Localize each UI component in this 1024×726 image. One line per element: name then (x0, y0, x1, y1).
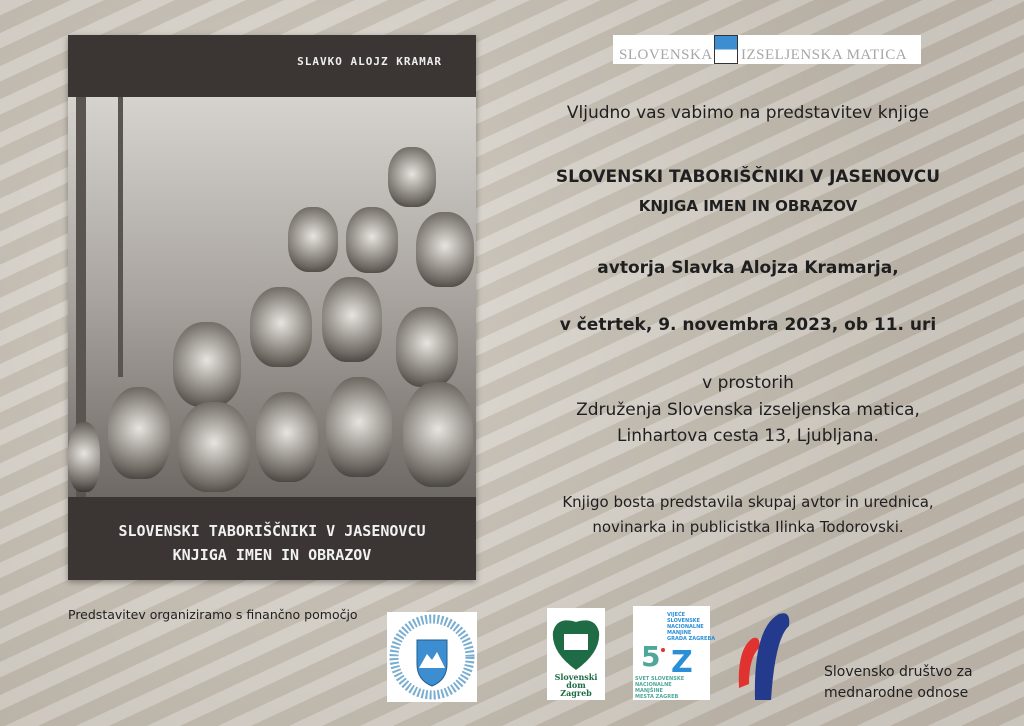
presenters-line-1: Knjigo bosta predstavila skupaj avtor in urednica, (562, 493, 934, 511)
svg-text:VIJEĆE: VIJEĆE (667, 612, 686, 618)
book-subtitle: KNJIGA IMEN IN OBRAZOV (172, 546, 372, 564)
slovenski-dom-zagreb-logo (547, 608, 605, 700)
svg-text:MANJŠINE: MANJŠINE (635, 688, 663, 694)
venue-line-3: Linhartova cesta 13, Ljubljana. (617, 426, 879, 446)
urad-vlade-logo (387, 612, 477, 702)
slovenia-coat-of-arms-icon (387, 612, 477, 702)
sim-logo-text-right: IZSELJENSKA MATICA (741, 47, 908, 63)
svg-text:MANJINE: MANJINE (667, 630, 692, 636)
svg-text:Slovenski: Slovenski (554, 672, 598, 682)
sdmo-line-2: mednarodne odnose (824, 685, 969, 701)
svg-text:NACIONALNE: NACIONALNE (667, 624, 704, 630)
presenters-line-2: novinarka in publicistka Ilinka Todorovski. (592, 518, 904, 536)
sponsor-text: Predstavitev organiziramo s finančno pomočjo (68, 607, 358, 622)
venue-line-1: v prostorih (702, 373, 794, 393)
sdmo-name (824, 662, 973, 704)
svg-text:5: 5 (641, 640, 661, 673)
sdmo-logo-icon (735, 608, 795, 700)
svg-text:Zagreb: Zagreb (560, 688, 592, 698)
swallow-crest-icon (714, 35, 738, 64)
sdmo-line-1: Slovensko društvo za (824, 664, 973, 680)
book-cover (68, 35, 476, 580)
svg-text:GRADA ZAGREBA: GRADA ZAGREBA (667, 636, 716, 642)
venue-line-2: Združenja Slovenska izseljenska matica, (576, 400, 920, 420)
book-cover-photo (68, 97, 476, 497)
event-subtitle: KNJIGA IMEN IN OBRAZOV (638, 197, 858, 215)
vijece-slovenske-manjine-logo (633, 606, 716, 700)
invitation-intro: Vljudno vas vabimo na predstavitev knjige (566, 103, 930, 123)
sim-logo-text-left: SLOVENSKA (619, 47, 713, 63)
svg-text:SVET SLOVENSKE: SVET SLOVENSKE (635, 676, 685, 682)
event-date: v četrtek, 9. novembra 2023, ob 11. uri (559, 315, 937, 335)
book-author: SLAVKO ALOJZ KRAMAR (297, 55, 442, 68)
svg-text:NACIONALNE: NACIONALNE (635, 682, 672, 688)
svg-text:MESTA ZAGREB: MESTA ZAGREB (635, 694, 679, 700)
event-author: avtorja Slavka Alojza Kramarja, (597, 258, 899, 278)
book-title: SLOVENSKI TABORIŠČNIKI V JASENOVCU (118, 522, 426, 540)
snz-logo-icon (633, 606, 716, 700)
event-title: SLOVENSKI TABORIŠČNIKI V JASENOVCU (555, 167, 941, 187)
svg-text:Z: Z (671, 645, 693, 680)
svg-text:SLOVENSKE: SLOVENSKE (667, 618, 701, 624)
svg-text:dom: dom (566, 680, 586, 690)
slovenska-izseljenska-matica-logo (613, 35, 921, 64)
linden-leaf-book-icon (547, 608, 605, 700)
